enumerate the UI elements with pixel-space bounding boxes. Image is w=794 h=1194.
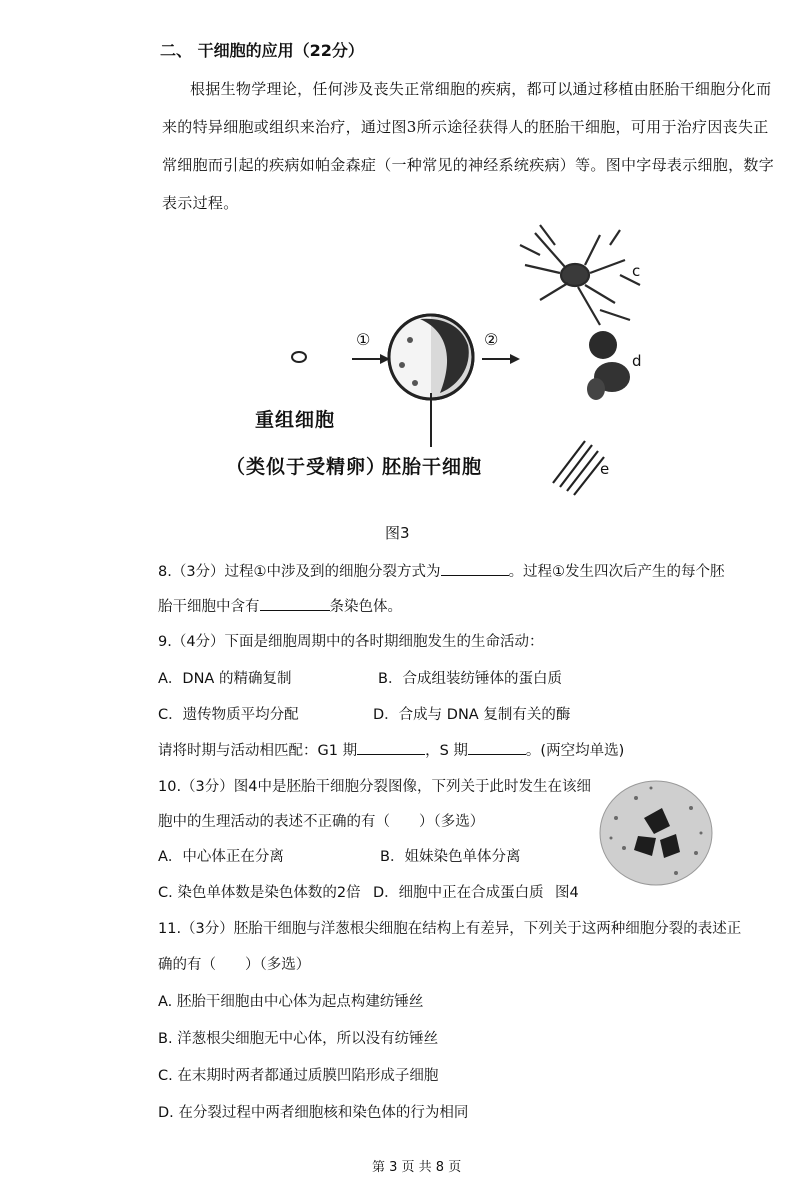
embryonic-stem-cell-label: 胚胎干细胞 (382, 456, 483, 478)
q10-option-c: C. 染色单体数是染色体数的2倍 (158, 885, 361, 901)
recombinant-cell-label: 重组细胞 (255, 409, 336, 431)
intro-line-3: 常细胞而引起的疾病如帕金森症（一种常见的神经系统疾病）等。图中字母表示细胞，数字 (162, 156, 775, 174)
muscle-fiber-icon (553, 441, 604, 495)
q11-option-b: B. 洋葱根尖细胞无中心体，所以没有纺锤丝 (158, 1031, 439, 1047)
q11-option-d: D. 在分裂过程中两者细胞核和染色体的行为相同 (158, 1105, 469, 1121)
q10-option-b: B．姐妹染色单体分离 (380, 849, 521, 865)
q9-option-d: D．合成与 DNA 复制有关的酶 (373, 707, 571, 723)
figure3-caption: 图3 (385, 524, 410, 542)
page-footer: 第 3 页 共 8 页 (372, 1160, 462, 1175)
process1-label: ① (356, 330, 371, 349)
intro-line-4: 表示过程。 (162, 194, 239, 212)
cell-e-label: e (600, 460, 610, 478)
q10-option-d: D．细胞中正在合成蛋白质 (373, 885, 544, 901)
q11-line-1: 11.（3分）胚胎干细胞与洋葱根尖细胞在结构上有差异，下列关于这两种细胞分裂的表述正 (158, 921, 742, 937)
blood-cell-icon (587, 331, 630, 400)
q8-blank-1[interactable] (441, 561, 509, 577)
q11-option-c: C. 在末期时两者都通过质膜凹陷形成子细胞 (158, 1068, 439, 1084)
q8-line-2: 胎干细胞中含有 条染色体。 (158, 595, 402, 616)
intro-line-1: 根据生物学理论，任何涉及丧失正常细胞的疾病，都可以通过移植由胚胎干细胞分化而 (190, 80, 772, 98)
q9-option-a: A．DNA 的精确复制 (158, 671, 292, 687)
intro-line-2: 来的特异细胞或组织来治疗，通过图3所示途径获得人的胚胎干细胞，可用于治疗因丧失正 (162, 118, 769, 136)
recombinant-cell-note: （类似于受精卵） (226, 456, 387, 478)
section-title: 二、 干细胞的应用（22分） (160, 41, 364, 60)
neuron-cell-icon (520, 225, 640, 325)
q8-blank-2[interactable] (260, 596, 330, 612)
q9-match-line: 请将时期与活动相匹配：G1 期 ，S 期 。(两空均单选) (158, 739, 624, 760)
q10-option-a: A．中心体正在分离 (158, 849, 284, 865)
q8-line-1: 8.（3分）过程①中涉及到的细胞分裂方式为 。过程①发生四次后产生的每个胚 (158, 560, 725, 581)
figure4-caption: 图4 (555, 885, 579, 901)
q9-blank-s[interactable] (468, 740, 526, 756)
q9-blank-g1[interactable] (357, 740, 425, 756)
q10-line-2: 胞中的生理活动的表述不正确的有（ ）（多选） (158, 814, 485, 830)
q11-line-2: 确的有（ ）（多选） (158, 957, 311, 973)
blastocyst-icon (389, 315, 473, 399)
q9-option-b: B．合成组装纺锤体的蛋白质 (378, 671, 562, 687)
recombinant-cell-icon (292, 352, 306, 362)
q9-option-c: C．遗传物质平均分配 (158, 707, 299, 723)
q9-stem: 9.（4分）下面是细胞周期中的各时期细胞发生的生命活动： (158, 634, 544, 650)
process2-label: ② (484, 330, 499, 349)
q11-option-a: A. 胚胎干细胞由中心体为起点构建纺锤丝 (158, 994, 424, 1010)
cell-d-label: d (632, 352, 642, 370)
cell-c-label: c (632, 262, 641, 280)
q10-line-1: 10.（3分）图4中是胚胎干细胞分裂图像，下列关于此时发生在该细 (158, 779, 592, 795)
figure4-micrograph (596, 778, 716, 898)
